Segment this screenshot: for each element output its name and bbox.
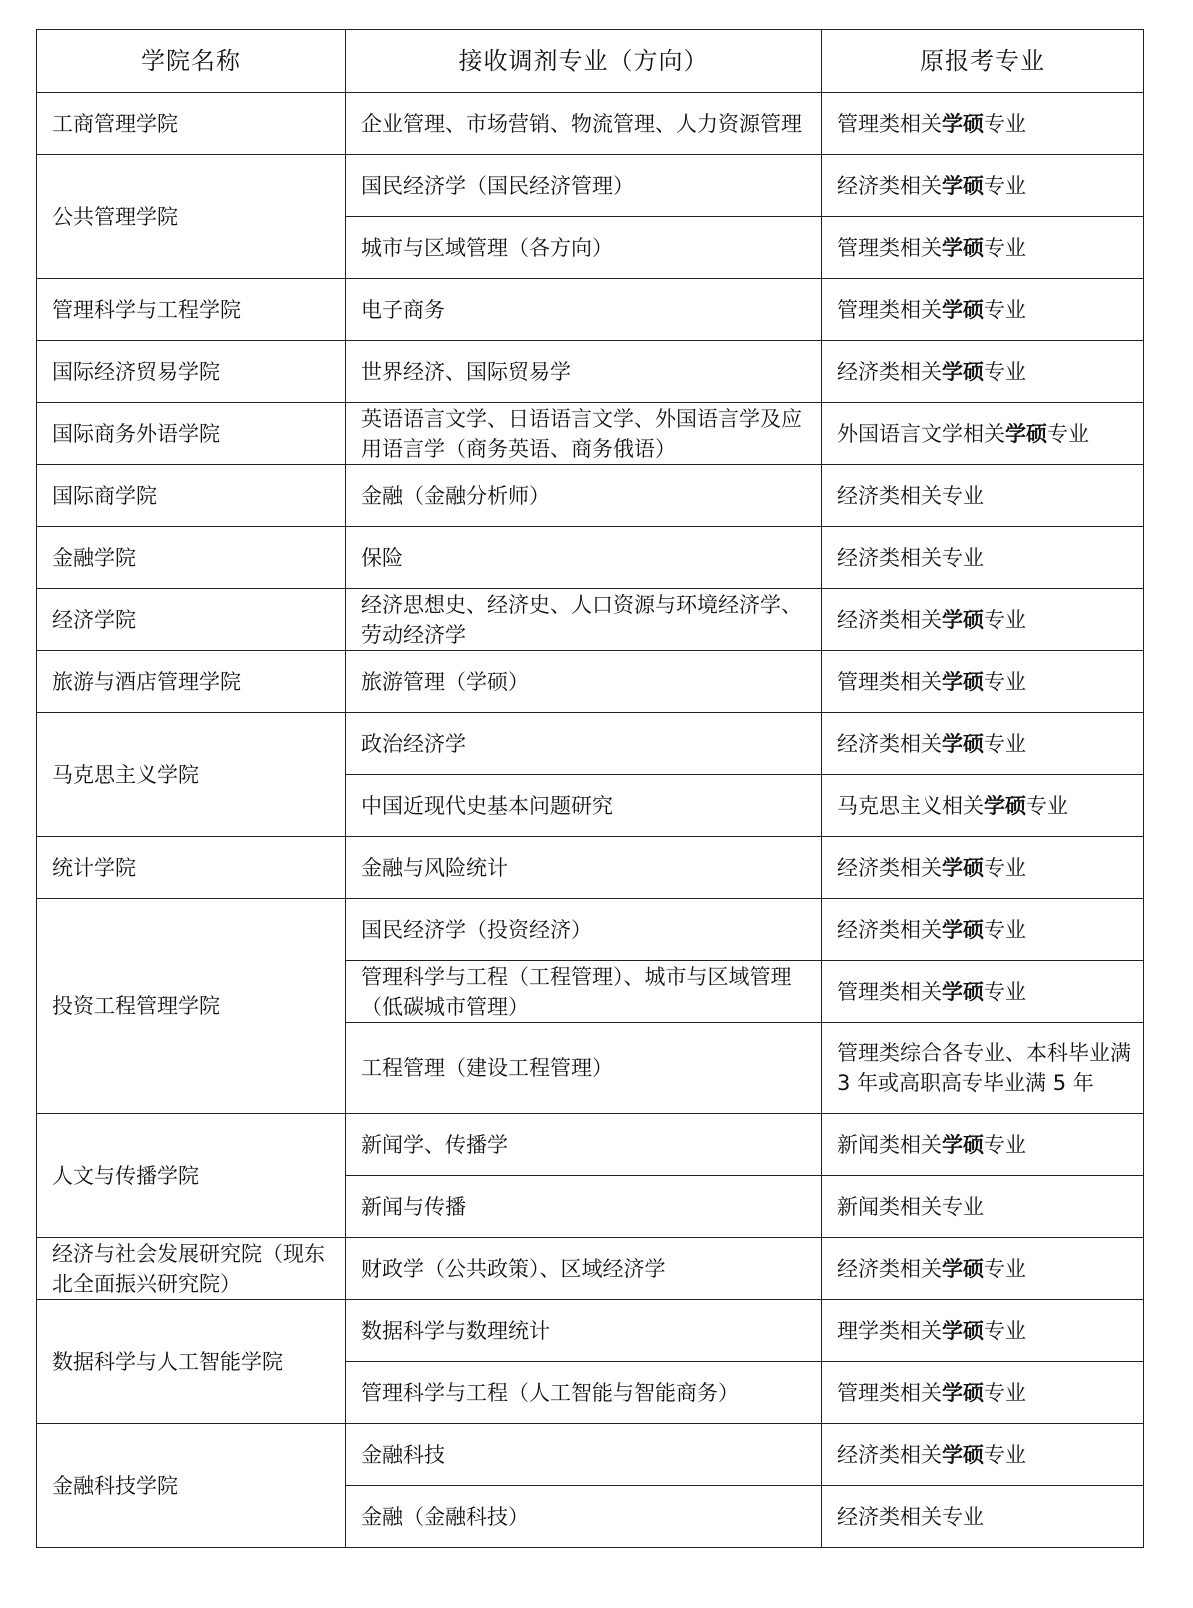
original-highlight: 学硕	[942, 111, 984, 136]
original-highlight: 学硕	[1005, 421, 1047, 446]
table-row	[37, 1114, 1144, 1176]
college-cell: 经济与社会发展研究院（现东北全面振兴研究院）	[37, 1238, 346, 1300]
major-cell: 保险	[346, 527, 822, 589]
major-cell: 工程管理（建设工程管理）	[346, 1023, 822, 1114]
major-cell: 世界经济、国际贸易学	[346, 341, 822, 403]
original-text: 新闻类相关	[837, 1132, 942, 1157]
original-cell	[822, 1023, 1144, 1114]
table-row	[37, 589, 1144, 651]
original-suffix: 专业	[984, 111, 1026, 136]
original-text: 经济类相关	[837, 173, 942, 198]
original-cell	[822, 527, 1144, 589]
original-suffix: 专业	[984, 669, 1026, 694]
original-text: 外国语言文学相关	[837, 421, 1005, 446]
original-cell	[822, 1486, 1144, 1548]
college-cell: 金融学院	[37, 527, 346, 589]
original-cell	[822, 651, 1144, 713]
original-text: 管理类相关	[837, 669, 942, 694]
original-text: 管理类相关	[837, 111, 942, 136]
original-suffix: 专业	[984, 297, 1026, 322]
college-cell: 统计学院	[37, 837, 346, 899]
original-text: 经济类相关专业	[837, 483, 984, 508]
table-row	[37, 837, 1144, 899]
major-cell: 中国近现代史基本问题研究	[346, 775, 822, 837]
college-cell: 金融科技学院	[37, 1424, 346, 1548]
original-text: 管理类相关	[837, 235, 942, 260]
original-highlight: 学硕	[942, 731, 984, 756]
original-text: 经济类相关专业	[837, 545, 984, 570]
original-highlight: 学硕	[984, 793, 1026, 818]
header-original: 原报考专业	[822, 30, 1144, 93]
original-highlight: 学硕	[942, 235, 984, 260]
college-cell: 国际商学院	[37, 465, 346, 527]
college-cell: 数据科学与人工智能学院	[37, 1300, 346, 1424]
original-highlight: 学硕	[942, 979, 984, 1004]
table-row	[37, 1424, 1144, 1486]
major-cell: 企业管理、市场营销、物流管理、人力资源管理	[346, 93, 822, 155]
major-cell: 新闻学、传播学	[346, 1114, 822, 1176]
original-text: 经济类相关专业	[837, 1504, 984, 1529]
major-cell: 金融（金融分析师）	[346, 465, 822, 527]
original-cell	[822, 837, 1144, 899]
original-cell	[822, 155, 1144, 217]
original-highlight: 学硕	[942, 917, 984, 942]
table-row	[37, 899, 1144, 961]
original-cell	[822, 279, 1144, 341]
original-text: 经济类相关	[837, 917, 942, 942]
original-suffix: 专业	[984, 1442, 1026, 1467]
major-cell: 金融（金融科技）	[346, 1486, 822, 1548]
original-suffix: 专业	[984, 1380, 1026, 1405]
original-text: 经济类相关	[837, 731, 942, 756]
college-cell: 公共管理学院	[37, 155, 346, 279]
original-suffix: 专业	[984, 855, 1026, 880]
original-highlight: 学硕	[942, 1132, 984, 1157]
original-suffix: 专业	[984, 1132, 1026, 1157]
major-cell: 管理科学与工程（工程管理）、城市与区域管理（低碳城市管理）	[346, 961, 822, 1023]
original-highlight: 学硕	[942, 1442, 984, 1467]
table-row	[37, 341, 1144, 403]
original-text: 经济类相关	[837, 1442, 942, 1467]
original-text: 经济类相关	[837, 1256, 942, 1281]
original-highlight: 学硕	[942, 1318, 984, 1343]
major-cell: 英语语言文学、日语语言文学、外国语言学及应用语言学（商务英语、商务俄语）	[346, 403, 822, 465]
original-cell	[822, 713, 1144, 775]
original-suffix: 专业	[984, 173, 1026, 198]
header-college: 学院名称	[37, 30, 346, 93]
adjustment-table	[36, 29, 1144, 1548]
original-cell	[822, 93, 1144, 155]
table-row	[37, 1238, 1144, 1300]
major-cell: 政治经济学	[346, 713, 822, 775]
major-cell: 电子商务	[346, 279, 822, 341]
original-text: 经济类相关	[837, 607, 942, 632]
original-text: 马克思主义相关	[837, 793, 984, 818]
original-suffix: 专业	[984, 731, 1026, 756]
college-cell: 经济学院	[37, 589, 346, 651]
college-cell: 投资工程管理学院	[37, 899, 346, 1114]
original-cell	[822, 589, 1144, 651]
original-highlight: 学硕	[942, 855, 984, 880]
table-row	[37, 1300, 1144, 1362]
original-suffix: 专业	[1026, 793, 1068, 818]
original-cell	[822, 465, 1144, 527]
original-suffix: 专业	[984, 607, 1026, 632]
original-cell	[822, 1238, 1144, 1300]
college-cell: 马克思主义学院	[37, 713, 346, 837]
original-cell	[822, 341, 1144, 403]
table-row	[37, 465, 1144, 527]
college-cell: 工商管理学院	[37, 93, 346, 155]
table-row	[37, 403, 1144, 465]
original-suffix: 专业	[1047, 421, 1089, 446]
table-row	[37, 651, 1144, 713]
table-row	[37, 713, 1144, 775]
table-row	[37, 279, 1144, 341]
original-highlight: 学硕	[942, 1380, 984, 1405]
major-cell: 数据科学与数理统计	[346, 1300, 822, 1362]
major-cell: 城市与区域管理（各方向）	[346, 217, 822, 279]
table-row	[37, 155, 1144, 217]
original-suffix: 专业	[984, 917, 1026, 942]
major-cell: 国民经济学（投资经济）	[346, 899, 822, 961]
college-cell: 管理科学与工程学院	[37, 279, 346, 341]
college-cell: 人文与传播学院	[37, 1114, 346, 1238]
original-text: 经济类相关	[837, 855, 942, 880]
original-suffix: 专业	[984, 979, 1026, 1004]
original-highlight: 学硕	[942, 173, 984, 198]
major-cell: 新闻与传播	[346, 1176, 822, 1238]
major-cell: 国民经济学（国民经济管理）	[346, 155, 822, 217]
original-suffix: 专业	[984, 235, 1026, 260]
original-cell	[822, 1300, 1144, 1362]
original-suffix: 专业	[984, 1256, 1026, 1281]
original-highlight: 学硕	[942, 669, 984, 694]
original-suffix: 专业	[984, 1318, 1026, 1343]
table-row	[37, 93, 1144, 155]
original-highlight: 学硕	[942, 1256, 984, 1281]
major-cell: 财政学（公共政策）、区域经济学	[346, 1238, 822, 1300]
original-text: 管理类相关	[837, 979, 942, 1004]
major-cell: 经济思想史、经济史、人口资源与环境经济学、劳动经济学	[346, 589, 822, 651]
major-cell: 旅游管理（学硕）	[346, 651, 822, 713]
original-cell	[822, 217, 1144, 279]
original-text: 理学类相关	[837, 1318, 942, 1343]
original-cell	[822, 899, 1144, 961]
header-row	[37, 30, 1144, 93]
original-cell	[822, 1362, 1144, 1424]
major-cell: 金融与风险统计	[346, 837, 822, 899]
original-text: 管理类相关	[837, 1380, 942, 1405]
original-highlight: 学硕	[942, 297, 984, 322]
original-cell	[822, 775, 1144, 837]
original-cell	[822, 403, 1144, 465]
original-cell	[822, 1424, 1144, 1486]
header-major: 接收调剂专业（方向）	[346, 30, 822, 93]
original-highlight: 学硕	[942, 359, 984, 384]
college-cell: 国际商务外语学院	[37, 403, 346, 465]
original-text: 经济类相关	[837, 359, 942, 384]
college-cell: 国际经济贸易学院	[37, 341, 346, 403]
table-row	[37, 527, 1144, 589]
major-cell: 管理科学与工程（人工智能与智能商务）	[346, 1362, 822, 1424]
major-cell: 金融科技	[346, 1424, 822, 1486]
original-cell	[822, 1114, 1144, 1176]
original-suffix: 专业	[984, 359, 1026, 384]
original-highlight: 学硕	[942, 607, 984, 632]
original-text: 管理类综合各专业、本科毕业满 3 年或高职高专毕业满 5 年	[837, 1041, 1131, 1095]
original-text: 新闻类相关专业	[837, 1194, 984, 1219]
original-cell	[822, 961, 1144, 1023]
original-text: 管理类相关	[837, 297, 942, 322]
college-cell: 旅游与酒店管理学院	[37, 651, 346, 713]
original-cell	[822, 1176, 1144, 1238]
